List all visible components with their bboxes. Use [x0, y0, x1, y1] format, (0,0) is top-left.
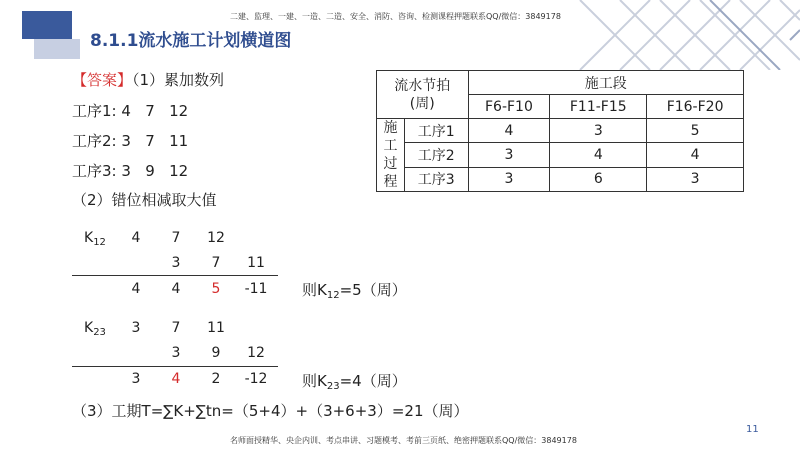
header-decoration-square: [22, 11, 72, 39]
k23-rule: [72, 366, 278, 367]
table-row-name: 工序1: [405, 119, 469, 143]
table-cell: 5: [647, 119, 744, 143]
page-title: 8.1.1流水施工计划横道图: [90, 31, 292, 51]
table-cell: 4: [647, 143, 744, 167]
k12-rule: [72, 275, 278, 276]
sequence-label: 工序3:: [72, 162, 117, 180]
table-cell: 3: [550, 119, 647, 143]
flow-rhythm-table: [376, 70, 744, 192]
k23-row2-cell: 3: [171, 345, 181, 361]
answer-step3: （3）工期T=∑K+∑tn=（5+4）+（3+6+3）=21（周）: [72, 402, 469, 420]
table-cell: 3: [468, 167, 550, 191]
sequence-values: 3 9 12: [121, 162, 189, 180]
k23-row1-cell: 7: [171, 320, 181, 336]
table-row: [377, 143, 744, 167]
k12-diff-cell: 4: [171, 281, 181, 297]
sequence-row-2: [72, 130, 188, 151]
k23-result: 则$K_{23}=4$（周）: [302, 372, 407, 392]
sequence-row-3: [72, 160, 188, 181]
k23-row2-cell: 9: [211, 345, 221, 361]
table-row: [377, 167, 744, 191]
k23-row1-cell: 3: [131, 320, 141, 336]
table-row: [377, 119, 744, 143]
sequence-label: 工序2:: [72, 132, 117, 150]
k12-row2-cell: 11: [247, 255, 265, 271]
table-cell: 6: [550, 167, 647, 191]
header-decoration-square-light: [34, 39, 80, 59]
answer-tag: 【答案】: [72, 71, 133, 89]
k23-row2-cell: 12: [247, 345, 265, 361]
k23-diff-max: 4: [171, 371, 181, 387]
table-column-header: F11-F15: [550, 95, 647, 119]
table-cell: 3: [647, 167, 744, 191]
table-row-name: 工序3: [405, 167, 469, 191]
table-cell: 3: [468, 143, 550, 167]
k12-label: $K_{12}$: [84, 230, 106, 248]
page-number: 11: [746, 424, 759, 435]
sequence-values: 3 7 11: [121, 132, 189, 150]
k12-diff-max: 5: [211, 281, 221, 297]
k12-row1-cell: 12: [207, 230, 225, 246]
sequence-row-1: [72, 100, 188, 121]
k12-row2-cell: 3: [171, 255, 181, 271]
k23-diff-cell: 3: [131, 371, 141, 387]
k12-diff-cell: -11: [244, 281, 268, 297]
k23-label: $K_{23}$: [84, 320, 106, 338]
k12-row1-cell: 7: [171, 230, 181, 246]
table-process-label: 施 工 过 程: [377, 119, 405, 192]
answer-step1: [72, 69, 224, 90]
footer-contact-note: 名师面授精华、央企内训、考点串讲、习题模考、考前三页纸、绝密押题联系QQ/微信：3849178: [230, 436, 577, 445]
table-row-name: 工序2: [405, 143, 469, 167]
sequence-label: 工序1:: [72, 102, 117, 120]
header-decoration-pattern: [540, 0, 800, 70]
answer-step2: （2）错位相减取大值: [72, 191, 217, 209]
k12-diff-cell: 4: [131, 281, 141, 297]
k23-row1-cell: 11: [207, 320, 225, 336]
table-column-header: F16-F20: [647, 95, 744, 119]
k12-row2-cell: 7: [211, 255, 221, 271]
k12-row1-cell: 4: [131, 230, 141, 246]
table-column-header: F6-F10: [468, 95, 550, 119]
table-cell: 4: [468, 119, 550, 143]
k12-result: 则$K_{12}=5$（周）: [302, 281, 407, 301]
k23-diff-cell: -12: [244, 371, 268, 387]
header-contact-note: 二建、监理、一建、一造、二造、安全、消防、咨询、检测课程押题联系QQ/微信：3849178: [230, 12, 561, 21]
table-section-header: 施工段: [468, 71, 744, 95]
table-cell: 4: [550, 143, 647, 167]
k23-diff-cell: 2: [211, 371, 221, 387]
sequence-values: 4 7 12: [121, 102, 189, 120]
table-corner-header: 流水节拍 (周): [377, 71, 469, 119]
step1-text: （1）累加数列: [132, 71, 225, 89]
